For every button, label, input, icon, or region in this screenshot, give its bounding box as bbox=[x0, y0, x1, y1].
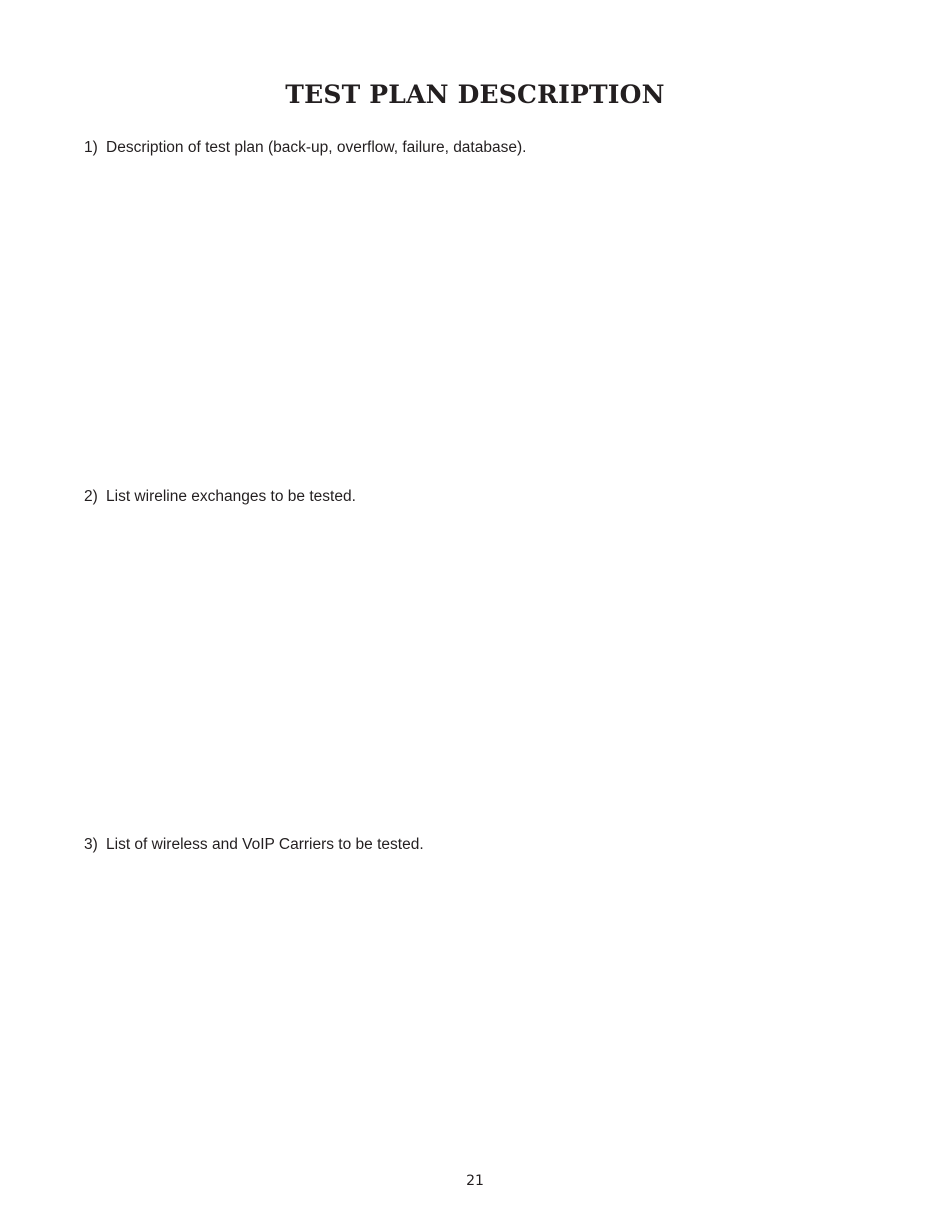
page-number: 21 bbox=[466, 1173, 484, 1189]
item-number: 3) bbox=[84, 836, 98, 853]
item-text: List wireline exchanges to be tested. bbox=[106, 488, 356, 505]
question-item bbox=[84, 138, 526, 158]
answer-area bbox=[84, 862, 866, 1152]
item-text: List of wireless and VoIP Carriers to be tested. bbox=[106, 836, 424, 853]
question-item bbox=[84, 487, 356, 507]
question-item bbox=[84, 835, 424, 855]
item-number: 2) bbox=[84, 488, 98, 505]
item-number: 1) bbox=[84, 139, 98, 156]
page-title: TEST PLAN DESCRIPTION bbox=[285, 80, 665, 109]
answer-area bbox=[84, 165, 866, 475]
answer-area bbox=[84, 514, 866, 824]
item-text: Description of test plan (back-up, overflow, failure, database). bbox=[106, 139, 527, 156]
